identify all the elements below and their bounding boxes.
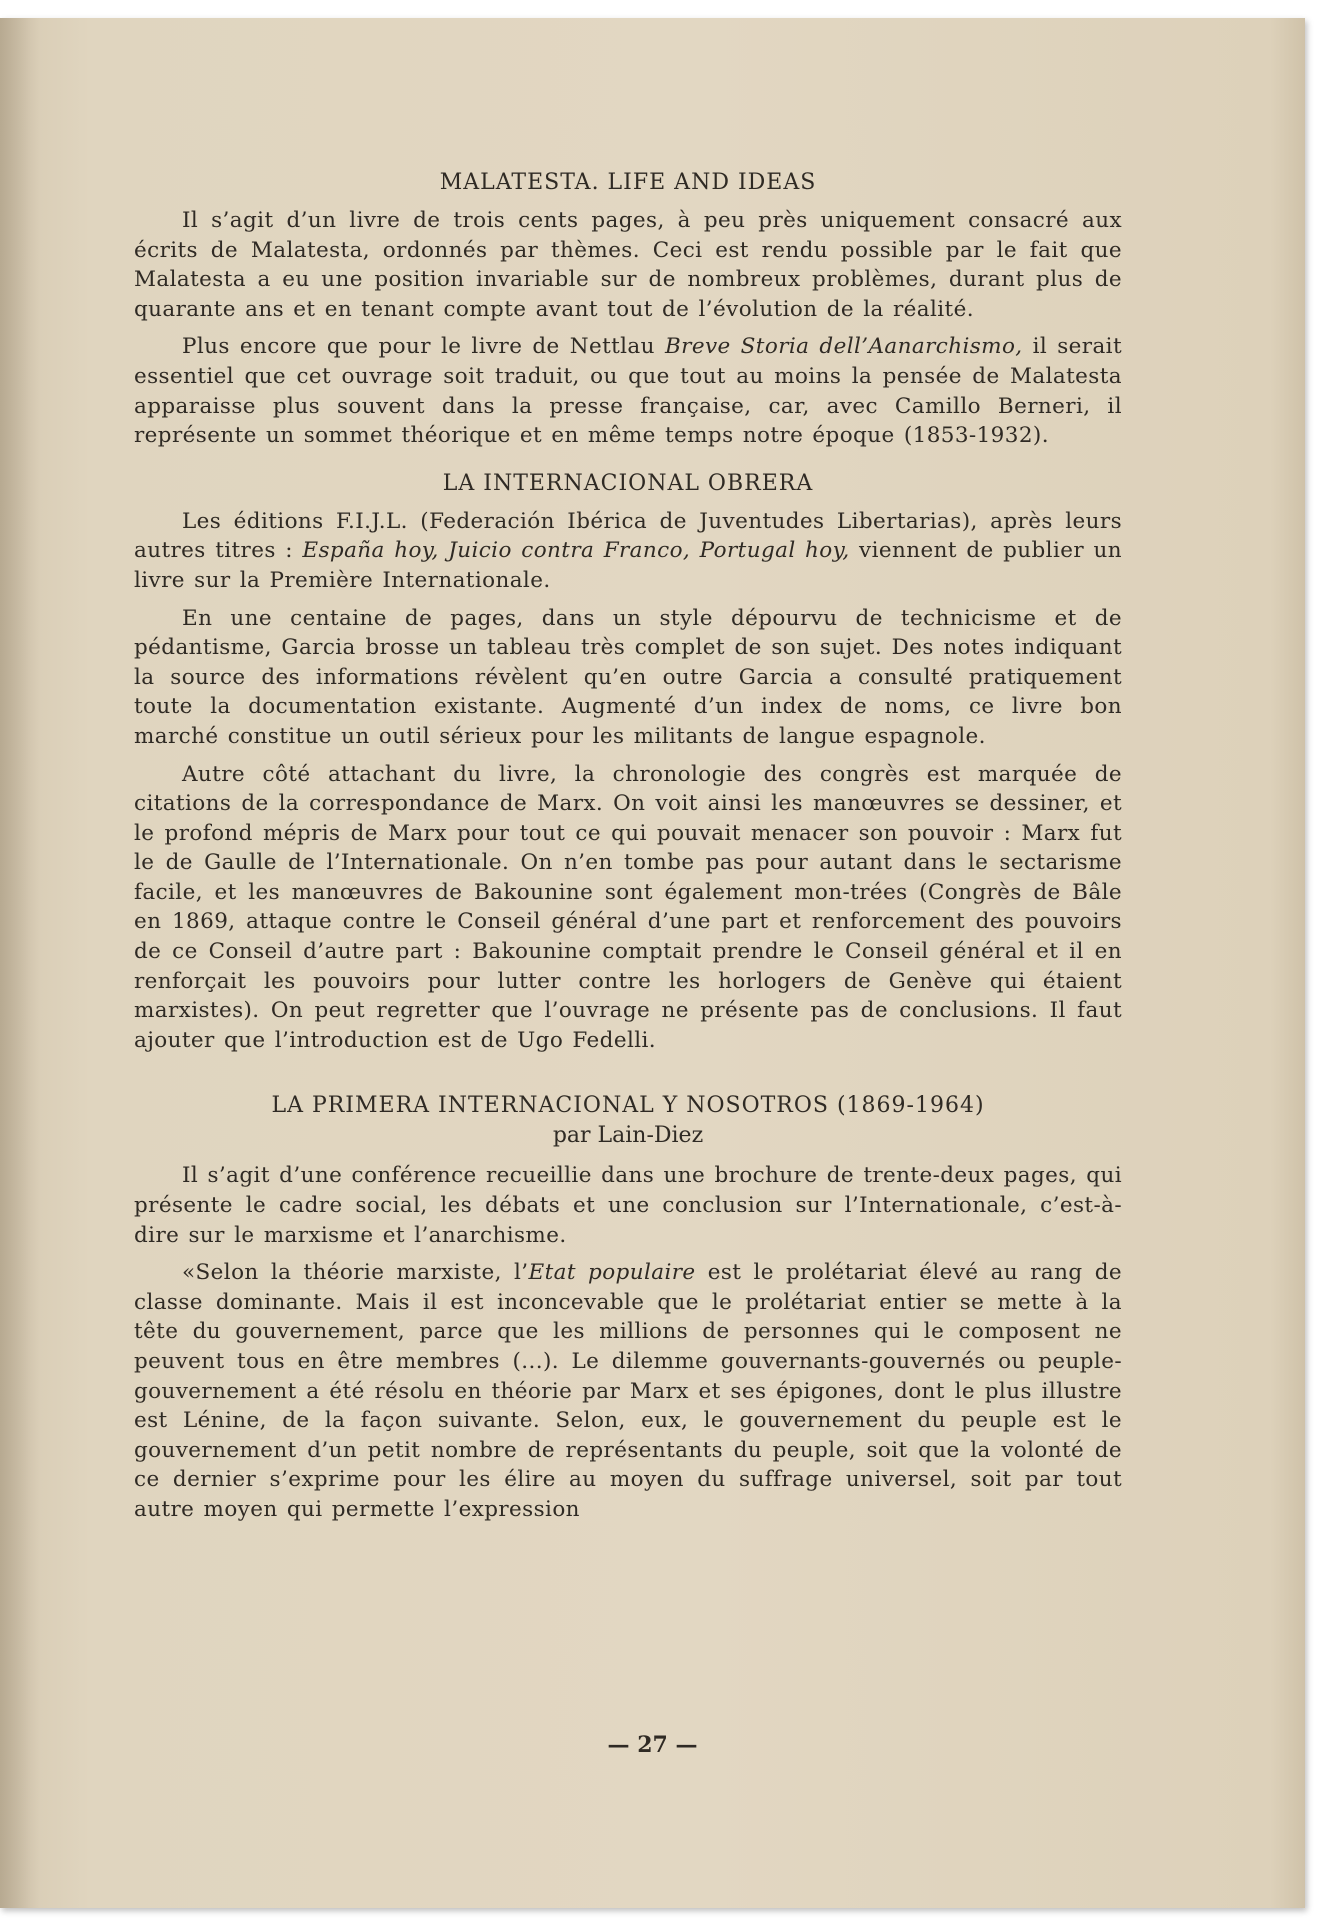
page-number: — 27 — bbox=[607, 1732, 698, 1758]
book-titles: España hoy, Juicio contra Franco, Portugal hoy, bbox=[302, 538, 850, 564]
section-title-malatesta: MALATESTA. LIFE AND IDEAS bbox=[439, 170, 817, 195]
paragraph: Autre côté attachant du livre, la chronologie des congrès est marquée de citations de la correspondance de Marx. On voit ainsi les manœuvres se dessiner, et le profond mépris de Marx pour tout ce qui pouvait menacer son pouvoir : Marx fut le de Gaulle de l’Internationale. On n’en tombe pas pour autant dans le sectarisme facile, et les manœuvres de Bakounine sont également mon-trées (Congrès de Bâle en 1869, attaque contre le Conseil général d’une part et renforcement des pouvoirs de ce Conseil d’autre part : Bakounine comptait prendre le Conseil général et il en renforçait les pouvoirs pour lutter contre les horlogers de Genève qui étaient marxistes). On peut regretter que l’ouvrage ne présente pas de conclusions. Il faut ajouter que l’introduction est de Ugo Fedelli. bbox=[134, 761, 1122, 1053]
text-run: viennent de publier un livre sur la Première Internationale. bbox=[134, 538, 1122, 593]
page-content bbox=[134, 168, 1122, 1525]
section-title-primera-internacional: LA PRIMERA INTERNACIONAL Y NOSOTROS (1869-1964) bbox=[271, 1093, 985, 1119]
section-title-internacional-obrera: LA INTERNACIONAL OBRERA bbox=[442, 470, 814, 496]
text-run: Les éditions F.I.J.L. (Federación Ibérica de Juventudes Libertarias), après leurs autres titres : bbox=[134, 508, 1122, 564]
paragraph bbox=[134, 1258, 1122, 1524]
text-run: il serait essentiel que cet ouvrage soit traduit, ou que tout au moins la pensée de Malatesta apparaisse plus souvent dans la presse française, car, avec Camillo Berneri, il représente un sommet théorique et en même temps notre époque (1853-1932). bbox=[134, 334, 1122, 449]
paragraph: Il s’agit d’une conférence recueillie dans une brochure de trente-deux pages, qui présente le cadre social, les débats et une conclusion sur l’Internationale, c’est-à-dire sur le marxisme et l’anarchisme. bbox=[134, 1163, 1122, 1248]
paper-sheet bbox=[0, 18, 1305, 1908]
section-author: par Lain-Diez bbox=[552, 1123, 704, 1149]
text-run: est le prolétariat élevé au rang de classe dominante. Mais il est inconcevable que le prolétariat entier se mette à la tête du gouvernement, parce que les millions de personnes qui le composent ne peuvent tous en être membres (...). Le dilemme gouvernants-gouvernés ou peuple-gouvernement a été résolu en théorie par Marx et ses épigones, dont le plus illustre est Lénine, de la façon suivante. Selon, eux, le gouvernement du peuple est le gouvernement d’un petit nombre de représentants du peuple, soit que la volonté de ce dernier s’exprime pour les élire au moyen du suffrage universel, soit par tout autre moyen qui permette l’expression bbox=[134, 1260, 1122, 1522]
paragraph: Il s’agit d’un livre de trois cents pages, à peu près uniquement consacré aux écrits de Malatesta, ordonnés par thèmes. Ceci est rendu possible par le fait que Malatesta a eu une position invariable sur de nombreux problèmes, durant plus de quarante ans et en tenant compte avant tout de l’évolution de la réalité. bbox=[134, 208, 1122, 322]
book-title: Breve Storia dell’Aanarchismo, bbox=[664, 334, 1023, 360]
text-run: «Selon la théorie marxiste, l’ bbox=[182, 1260, 529, 1286]
paragraph: En une centaine de pages, dans un style dépourvu de technicisme et de pédantisme, Garcia brosse un tableau très complet de son sujet. Des notes indiquant la source des informations révèlent qu’en outre Garcia a consulté pratiquement toute la documentation existante. Augmenté d’un index de noms, ce livre bon marché constitue un outil sérieux pour les militants de langue espagnole. bbox=[134, 605, 1122, 749]
paragraph bbox=[134, 332, 1122, 450]
emphasis: Etat populaire bbox=[528, 1260, 696, 1286]
paragraph bbox=[134, 507, 1122, 596]
text-run: Plus encore que pour le livre de Nettlau bbox=[182, 334, 665, 360]
